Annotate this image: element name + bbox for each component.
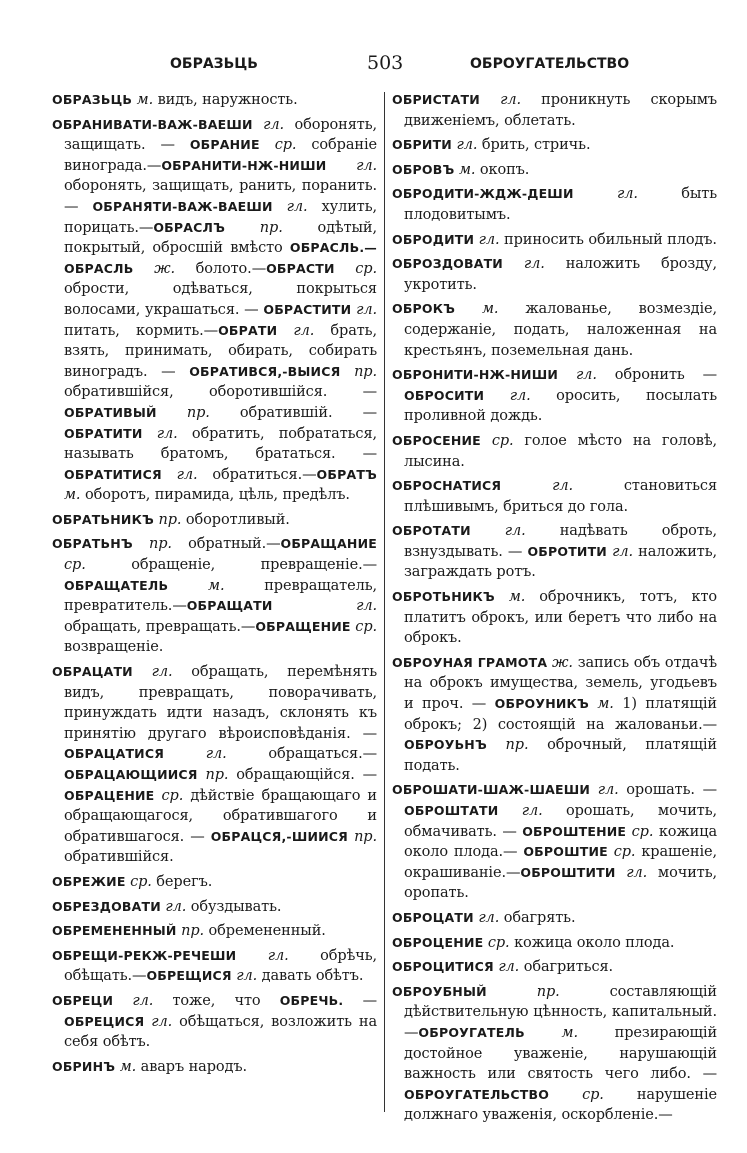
definition-text [471, 523, 505, 539]
dictionary-entry [392, 780, 717, 904]
grammar-label: гл. [236, 968, 258, 985]
headword: ОБРОУГАТЕЛЬ [418, 1024, 525, 1040]
definition-text: оборонять, защищать. — [64, 116, 377, 154]
grammar-label: гл. [478, 909, 500, 926]
definition-text [484, 388, 510, 404]
definition-text: обращать, перемѣнять видъ, превращать, поворачивать, принуждать идти назадъ, склонять къ принятію другаго вѣроисповѣданія. — [64, 664, 378, 742]
dictionary-entry [392, 982, 717, 1126]
grammar-label: гл. [286, 198, 308, 215]
definition-text [260, 137, 275, 153]
headword: ОБРАЦАТИ [52, 664, 133, 680]
definition-text: обратный.— [171, 536, 281, 553]
grammar-label: ср. [613, 844, 636, 861]
definition-text: обагрять. [499, 909, 576, 926]
definition-text: обращать, превращать.— [64, 618, 256, 635]
grammar-label: ср. [487, 934, 510, 951]
dictionary-entry [392, 431, 717, 472]
dictionary-entry [392, 653, 717, 777]
definition-text: 1) платящій оброкъ; 2) состоящій на жалованьи.— [404, 696, 717, 733]
definition-text: жалованье, возмездіе, содержаніе, подать, наложенная на крестьянъ, поземельная дань. [404, 301, 718, 359]
definition-text [525, 1025, 562, 1041]
definition-text: обращающійся. — [228, 767, 377, 783]
grammar-label: гл. [504, 523, 526, 540]
grammar-label: м. [119, 1058, 137, 1075]
grammar-label: ср. [355, 618, 378, 635]
headword: ОБРОШАТИ-ШАЖ-ШАЕШИ [392, 782, 590, 798]
grammar-label: пр. [354, 363, 377, 380]
grammar-label: гл. [509, 387, 531, 404]
definition-text: оброчный, платящій подать. [404, 737, 717, 774]
headword: ОБРАТИ [218, 322, 278, 338]
headword: ОБРОСЕНИЕ [392, 432, 481, 448]
definition-text [143, 426, 157, 442]
definition-text: обращаться.— [226, 746, 377, 763]
definition-text: составляющій дѣйствительную цѣнность, капитальный.— [404, 983, 717, 1041]
headword: ОБРАСЛЬ.—ОБРАСЛЬ [64, 240, 377, 276]
header-right-headword: ОБРОУГАТЕЛЬСТВО [470, 56, 630, 72]
definition-text [162, 467, 177, 483]
left-column [52, 90, 377, 1081]
definition-text: крашеніе, окрашиваніе.— [404, 844, 717, 881]
headword: ОБРОВЪ [392, 161, 455, 177]
grammar-label: ср. [161, 787, 184, 804]
headword: ОБРОНИТИ-НЖ-НИШИ [392, 367, 559, 383]
headword: ОБРАЦАТИСЯ [64, 746, 165, 762]
dictionary-entry [52, 90, 377, 111]
grammar-label: гл. [575, 367, 597, 384]
definition-text: наложить брозду, укротить. [404, 256, 717, 293]
header-left-headword: ОБРАЗЬЦЬ [170, 56, 258, 72]
definition-text [236, 948, 267, 964]
grammar-label: гл. [597, 782, 619, 799]
dictionary-entry [392, 230, 717, 251]
headword: ОБРАЩАТЕЛЬ [64, 577, 169, 593]
definition-text [133, 261, 154, 277]
definition-text: одѣтый, покрытый, обросшій вмѣсто [64, 219, 378, 257]
definition-text: становиться плѣшивымъ, бриться до гола. [404, 478, 717, 515]
grammar-label: ср. [491, 432, 514, 449]
dictionary-entry [392, 587, 717, 649]
grammar-label: м. [482, 301, 499, 318]
right-column [392, 90, 717, 1130]
headword: ОБРОКЪ [392, 301, 456, 317]
headword: ОБРИТИ [392, 137, 452, 153]
definition-text: болото.— [175, 260, 267, 277]
definition-text: давать обѣтъ. [257, 968, 364, 985]
dictionary-entry [52, 662, 377, 868]
definition-text: голое мѣсто на головѣ, лысина. [404, 432, 717, 470]
definition-text: обѣщаться, возложить на себя обѣтъ. [64, 1013, 377, 1051]
headword: ОБРАТИВСЯ,-ВЫИСЯ [189, 363, 341, 379]
definition-text: обрости, одѣваться, покрыться волосами, украшаться. — [64, 281, 377, 318]
grammar-label: м. [597, 696, 614, 713]
grammar-label: м. [208, 577, 225, 594]
grammar-label: гл. [478, 231, 500, 248]
definition-text: орошать, мочить, обмачивать. — [404, 803, 717, 840]
dictionary-entry [52, 991, 377, 1053]
definition-text: мочить, оропать. [404, 864, 717, 902]
headword: ОБРОУНАЯ ГРАМОТА [392, 654, 548, 670]
headword: ОБРЕЖИЕ [52, 873, 126, 889]
headword: ОБРЕЧЬ. [279, 992, 344, 1008]
dictionary-entry [52, 510, 377, 531]
dictionary-entry [52, 921, 377, 942]
grammar-label: м. [64, 487, 81, 504]
definition-text: обратившійся, оборотившійся. — [64, 384, 377, 401]
definition-text: брить, стричь. [477, 137, 591, 154]
definition-text: кожица около плода.— [404, 823, 717, 861]
headword: ОБРАЦАЮЩИИСЯ [64, 767, 198, 782]
definition-text [113, 993, 132, 1009]
headword: ОБРОСИТИ [404, 387, 485, 403]
definition-text: обронить — [596, 367, 717, 384]
headword: ОБРОТАТИ [392, 523, 471, 539]
running-header [50, 50, 715, 80]
headword: ОБРОЦЕНИЕ [392, 934, 484, 950]
grammar-label: пр. [149, 536, 172, 553]
dictionary-entry [392, 254, 717, 295]
definition-text: обратиться.— [197, 466, 317, 483]
definition-text [273, 598, 357, 614]
definition-text [503, 256, 524, 272]
definition-text [455, 301, 482, 317]
grammar-label: гл. [521, 803, 543, 819]
dictionary-entry [392, 160, 717, 181]
grammar-label: ср. [355, 260, 377, 277]
definition-text [277, 323, 293, 339]
headword: ОБРОСНАТИСЯ [392, 478, 502, 494]
definition-text [154, 788, 161, 804]
headword: ОБРАНИТИ-НЖ-НИШИ [161, 157, 327, 173]
definition-text: наложить, заграждать ротъ. [404, 543, 718, 581]
definition-text [549, 1087, 582, 1103]
headword: ОБРОУБНЫЙ [392, 983, 487, 999]
grammar-label: м. [136, 92, 154, 108]
grammar-label: гл. [263, 116, 284, 133]
definition-text: брать, взять, принимать, обирать, собирать виноградъ. — [64, 322, 377, 380]
grammar-label: ср. [64, 557, 86, 574]
headword: ОБРАТЪ [316, 466, 377, 482]
grammar-label: пр. [354, 828, 377, 845]
definition-text: дѣйствіе бращающаго и обращающагося, обратившагого и обратившагося. — [64, 787, 377, 845]
definition-text: — [343, 992, 377, 1009]
headword: ОБРАЗЬЦЬ [52, 92, 133, 107]
grammar-label: гл. [151, 664, 173, 681]
dictionary-entry [392, 933, 717, 954]
definition-text [495, 589, 509, 605]
headword: ОБРАЩЕНИЕ [255, 618, 351, 634]
definition-text: обремененный. [204, 923, 326, 940]
definition-text: окопъ. [475, 161, 530, 178]
definition-text: превращатель, превратитель.— [64, 577, 377, 615]
headword: ОБРАТЬНИКЪ [52, 511, 154, 527]
grammar-label: ж. [552, 654, 573, 671]
dictionary-entry [392, 299, 717, 361]
definition-text [487, 737, 506, 753]
grammar-label: гл. [205, 746, 227, 763]
definition-text: берегъ. [151, 873, 213, 890]
page-number: 503 [367, 52, 404, 74]
grammar-label: пр. [505, 737, 529, 754]
definition-text [501, 478, 552, 494]
grammar-label: гл. [498, 959, 520, 976]
definition-text: оросить, посылать проливной дождь. [404, 387, 717, 425]
definition-text [326, 158, 356, 174]
grammar-label: ср. [274, 137, 297, 154]
definition-text [574, 186, 617, 202]
definition-text [487, 984, 537, 1000]
headword: ОБРОУЬНЪ [404, 737, 487, 753]
definition-text [480, 92, 500, 108]
headword: ОБРАНИВАТИ-ВАЖ-ВАЕШИ [52, 116, 253, 132]
grammar-label: гл. [176, 466, 198, 483]
grammar-label: гл. [356, 598, 377, 615]
grammar-label: ж. [154, 260, 176, 277]
headword: ОБРОШТИЕ [523, 844, 608, 860]
definition-text: обратившійся. [64, 849, 174, 866]
grammar-label: гл. [456, 137, 478, 154]
headword: ОБРЕМЕНЕННЫЙ [52, 923, 177, 939]
headword: ОБРОУНИКЪ [494, 696, 589, 712]
grammar-label: пр. [186, 404, 210, 421]
definition-text: оборотливый. [181, 511, 290, 528]
grammar-label: м. [508, 589, 526, 606]
grammar-label: пр. [181, 923, 205, 940]
dictionary-entry [392, 184, 717, 225]
dictionary-entry [52, 534, 377, 658]
definition-text [558, 367, 576, 383]
definition-text [133, 536, 149, 552]
definition-text: питать, кормить.— [64, 322, 219, 339]
grammar-label: гл. [523, 256, 545, 273]
definition-text: обуздывать. [186, 898, 282, 915]
headword: ОБРОТЬНИКЪ [392, 589, 495, 605]
headword: ОБРОШТАТИ [404, 803, 499, 818]
grammar-label: пр. [536, 983, 560, 1000]
dictionary-entry [52, 897, 377, 918]
grammar-label: гл. [616, 186, 638, 203]
definition-text: видъ, наружность. [153, 92, 298, 108]
headword: ОБРОДИТИ-ЖДЖ-ДЕШИ [392, 186, 574, 202]
headword: ОБРИСТАТИ [392, 92, 480, 107]
grammar-label: пр. [259, 219, 283, 236]
definition-text: проникнуть скорымъ движеніемъ, облетать. [404, 92, 717, 129]
headword: ОБРАНЯТИ-ВАЖ-ВАЕШИ [92, 198, 273, 214]
definition-text [481, 433, 492, 449]
definition-text: собраніе винограда.— [64, 137, 377, 174]
grammar-label: гл. [356, 301, 377, 318]
headword: ОБРОУГАТЕЛЬСТВО [404, 1086, 550, 1102]
headword: ОБРАЩАТИ [186, 598, 273, 614]
headword: ОБРАСЛЪ [153, 219, 226, 235]
headword: ОБРАНИЕ [189, 137, 260, 153]
grammar-label: ср. [130, 873, 152, 890]
definition-text [157, 405, 187, 421]
grammar-label: гл. [552, 478, 574, 495]
definition-text: оборотъ, пирамида, цѣль, предѣлъ. [80, 487, 350, 504]
definition-text: кожица около плода. [509, 934, 675, 951]
headword: ОБРОЗДОВАТИ [392, 256, 503, 272]
dictionary-entry [392, 521, 717, 583]
grammar-label: гл. [612, 543, 633, 560]
grammar-label: гл. [165, 898, 187, 915]
grammar-label: ср. [631, 823, 654, 840]
grammar-label: гл. [156, 425, 178, 442]
headword: ОБРОШТИТИ [520, 864, 616, 880]
definition-text [225, 220, 260, 236]
definition-text [253, 117, 263, 133]
definition-text: возвращеніе. [64, 639, 164, 656]
headword: ОБРЕЗДОВАТИ [52, 898, 161, 914]
headword: ОБРАТИВЫЙ [64, 404, 157, 420]
headword: ОБРАЦСЯ,-ШИИСЯ [210, 828, 348, 844]
definition-text: тоже, что [153, 992, 280, 1009]
grammar-label: гл. [626, 864, 648, 881]
definition-text [133, 664, 152, 680]
headword: ОБРАТИТИ [64, 425, 143, 441]
grammar-label: ср. [582, 1086, 604, 1103]
headword: ОБРИНЪ [52, 1058, 116, 1074]
definition-text: оброчникъ, тотъ, кто платитъ оброкъ, или беретъ что либо на оброкъ. [404, 589, 718, 647]
headword: ОБРОТИТИ [527, 543, 607, 559]
dictionary-entry [392, 476, 717, 517]
dictionary-entry [392, 908, 717, 929]
dictionary-entry [392, 365, 717, 427]
definition-text: обрѣчь, обѣщать.— [64, 947, 378, 985]
definition-text [335, 261, 356, 277]
headword: ОБРАСТИ [266, 260, 335, 276]
dictionary-entry [52, 872, 377, 893]
headword: ОБРАСТИТИ [263, 301, 352, 317]
definition-text: приносить обильный плодъ. [499, 231, 717, 248]
headword: ОБРАТИТИСЯ [64, 466, 162, 482]
definition-text: надѣвать оброть, взнуздывать. — [404, 523, 717, 560]
grammar-label: гл. [267, 947, 289, 964]
definition-text [340, 364, 354, 380]
headword: ОБРАТЬНЪ [52, 536, 133, 552]
grammar-label: пр. [205, 767, 229, 783]
definition-text [168, 578, 208, 594]
headword: ОБРАЩАНИЕ [280, 536, 377, 552]
definition-text: нарушеніе должнаго уваженія, оскорбленіе.— [404, 1086, 717, 1124]
definition-text: аваръ народъ. [136, 1058, 248, 1075]
headword: ОБРОШТЕНИЕ [522, 823, 627, 839]
definition-text [164, 746, 206, 762]
definition-text: запись объ отдачѣ на оброкъ имущества, земель, угодьевъ и проч. — [404, 654, 717, 713]
definition-text [273, 199, 287, 215]
grammar-label: гл. [500, 92, 521, 108]
grammar-label: гл. [151, 1013, 173, 1030]
definition-text: хулить, порицать.— [64, 198, 377, 236]
dictionary-entry [52, 1057, 377, 1078]
dictionary-entry [392, 90, 717, 131]
grammar-label: гл. [356, 157, 377, 174]
dictionary-entry [52, 946, 377, 987]
definition-text [498, 803, 521, 819]
definition-text: обратившій. — [209, 404, 377, 421]
grammar-label: гл. [132, 992, 154, 1009]
grammar-label: гл. [293, 322, 315, 339]
headword: ОБРЕЩИ-РЕКЖ-РЕЧЕШИ [52, 947, 237, 963]
grammar-label: м. [458, 161, 476, 178]
definition-text: обращеніе, превращеніе.— [85, 557, 377, 574]
definition-text: оборонять, защищать, ранить, поранить. — [64, 178, 377, 215]
definition-text [590, 782, 598, 798]
definition-text: орошать. — [618, 782, 717, 799]
headword: ОБРЕЦИСЯ [64, 1013, 145, 1029]
headword: ОБРЕЦИ [52, 992, 114, 1008]
grammar-label: пр. [158, 511, 182, 528]
definition-text: обагриться. [519, 959, 614, 976]
definition-text: презирающій достойное уваженіе, нарушающій важность или святость чего либо. — [404, 1024, 718, 1083]
dictionary-entry [392, 957, 717, 978]
headword: ОБРЕЩИСЯ [146, 968, 232, 984]
dictionary-entry [52, 115, 377, 506]
headword: ОБРОЦИТИСЯ [392, 959, 494, 975]
column-divider [384, 92, 385, 1112]
headword: ОБРОДИТИ [392, 231, 475, 247]
headword: ОБРОЦАТИ [392, 909, 474, 925]
grammar-label: м. [561, 1024, 578, 1041]
definition-text: быть плодовитымъ. [404, 186, 717, 223]
dictionary-entry [392, 135, 717, 156]
headword: ОБРАЦЕНИЕ [64, 787, 155, 803]
definition-text [616, 865, 627, 881]
definition-text: обратить, побрататься, называть братомъ, брататься. — [64, 425, 378, 463]
